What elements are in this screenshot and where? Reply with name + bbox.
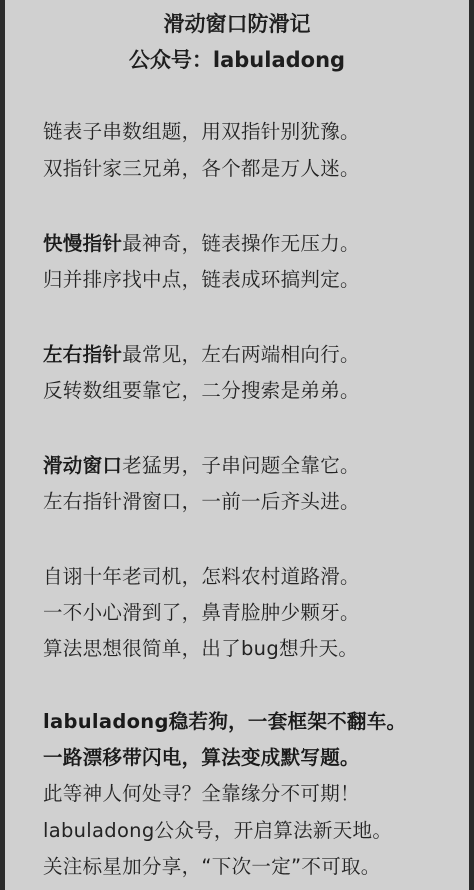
poem-line	[43, 341, 360, 369]
poem-keyword: 滑动窗口	[43, 454, 123, 477]
poem-line: 双指针家三兄弟，各个都是万人迷。	[43, 157, 360, 180]
poem-line: 左右指针滑窗口，一前一后齐头进。	[43, 490, 360, 513]
poem-line: 链表子串数组题，用双指针别犹豫。	[43, 120, 360, 143]
page-subtitle: 公众号：labuladong	[128, 48, 346, 72]
poem-line: labuladong公众号，开启算法新天地。	[43, 819, 393, 842]
poem-line	[43, 452, 360, 480]
poem-line-rest: 老猛男，子串问题全靠它。	[122, 454, 360, 477]
poem-line-bold: labuladong稳若狗，一套框架不翻车。	[43, 710, 407, 733]
poem-line: 此等神人何处寻？全靠缘分不可期！	[43, 782, 360, 805]
poem-page	[5, 0, 469, 890]
poem-line: 关注标星加分享，“下次一定”不可取。	[43, 855, 381, 878]
poem-keyword: 左右指针	[43, 343, 123, 366]
poem-line: 自诩十年老司机，怎料农村道路滑。	[43, 565, 360, 588]
page-title: 滑动窗口防滑记	[163, 12, 311, 36]
poem-line: 一不小心滑到了，鼻青脸肿少颗牙。	[43, 601, 360, 624]
poem-line: 归并排序找中点，链表成环搞判定。	[43, 268, 360, 291]
poem-line-bold: 一路漂移带闪电，算法变成默写题。	[43, 746, 360, 769]
poem-line-rest: 最常见，左右两端相向行。	[122, 343, 360, 366]
poem-line	[43, 230, 360, 258]
poem-keyword: 快慢指针	[43, 232, 123, 255]
poem-line: 反转数组要靠它，二分搜索是弟弟。	[43, 379, 360, 402]
poem-line-rest: 最神奇，链表操作无压力。	[122, 232, 360, 255]
poem-line: 算法思想很简单，出了bug想升天。	[43, 637, 359, 660]
